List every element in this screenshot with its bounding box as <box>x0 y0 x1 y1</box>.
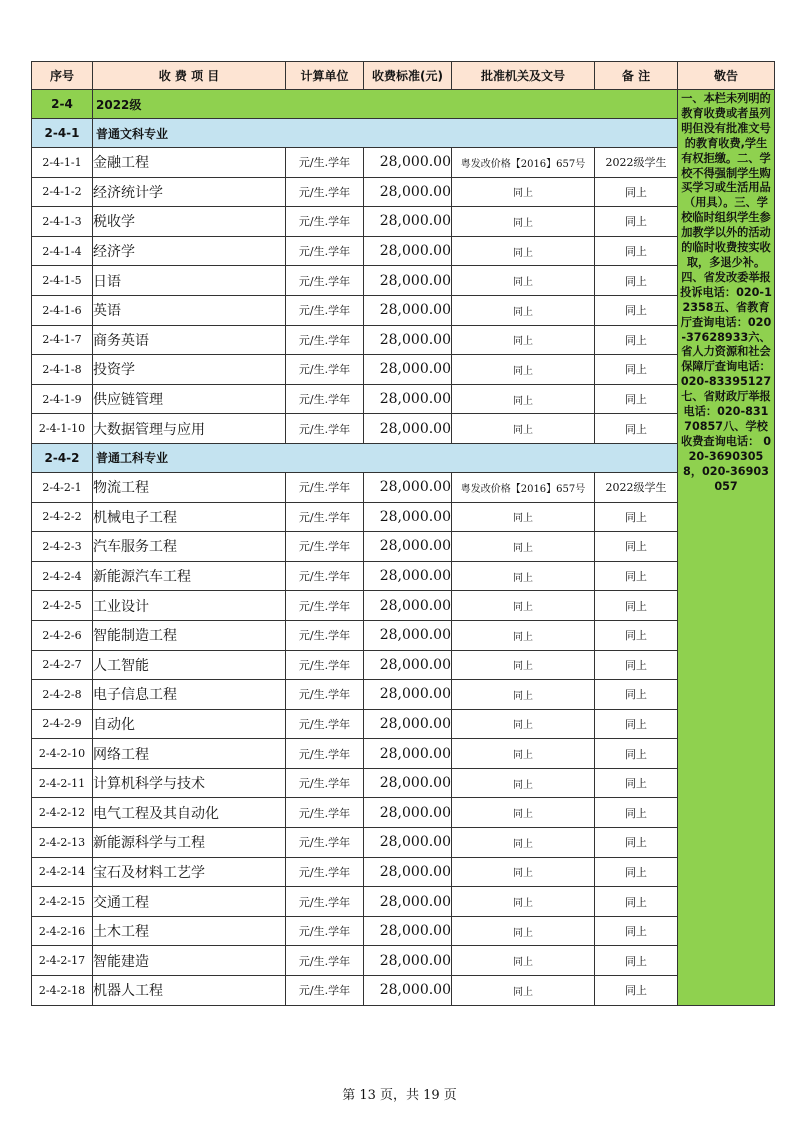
item-note: 同上 <box>595 946 678 976</box>
table-row <box>32 472 775 502</box>
item-id: 2-4-2-7 <box>32 650 93 680</box>
item-authority: 同上 <box>452 384 595 414</box>
item-authority: 同上 <box>452 798 595 828</box>
item-note: 同上 <box>595 561 678 591</box>
item-id: 2-4-2-1 <box>32 472 93 502</box>
item-authority: 同上 <box>452 266 595 296</box>
item-note: 同上 <box>595 768 678 798</box>
item-id: 2-4-2-11 <box>32 768 93 798</box>
item-unit: 元/生.学年 <box>286 798 364 828</box>
item-note: 同上 <box>595 236 678 266</box>
item-name: 人工智能 <box>93 650 286 680</box>
group-id: 2-4 <box>32 90 93 119</box>
item-fee-standard: 28,000.00 <box>364 680 452 710</box>
item-authority: 同上 <box>452 976 595 1006</box>
item-note: 同上 <box>595 620 678 650</box>
item-unit: 元/生.学年 <box>286 768 364 798</box>
item-name: 机械电子工程 <box>93 502 286 532</box>
item-authority: 同上 <box>452 946 595 976</box>
item-fee-standard: 28,000.00 <box>364 620 452 650</box>
item-name: 土木工程 <box>93 916 286 946</box>
section-name: 普通文科专业 <box>93 119 678 148</box>
item-note: 同上 <box>595 207 678 237</box>
item-unit: 元/生.学年 <box>286 916 364 946</box>
item-fee-standard: 28,000.00 <box>364 916 452 946</box>
item-authority: 同上 <box>452 177 595 207</box>
item-note: 同上 <box>595 857 678 887</box>
item-name: 新能源科学与工程 <box>93 828 286 858</box>
item-authority: 粤发改价格【2016】657号 <box>452 148 595 178</box>
item-authority: 同上 <box>452 739 595 769</box>
item-note: 同上 <box>595 325 678 355</box>
item-name: 智能建造 <box>93 946 286 976</box>
table-row <box>32 148 775 178</box>
table-row <box>32 414 775 444</box>
table-row <box>32 946 775 976</box>
group-name: 2022级 <box>93 90 678 119</box>
fee-table <box>31 61 775 1006</box>
item-unit: 元/生.学年 <box>286 650 364 680</box>
item-fee-standard: 28,000.00 <box>364 798 452 828</box>
item-id: 2-4-2-9 <box>32 709 93 739</box>
section-id: 2-4-2 <box>32 443 93 472</box>
item-name: 税收学 <box>93 207 286 237</box>
table-row <box>32 295 775 325</box>
item-id: 2-4-2-13 <box>32 828 93 858</box>
item-note: 2022级学生 <box>595 148 678 178</box>
table-row <box>32 650 775 680</box>
table-row <box>32 325 775 355</box>
table-row <box>32 857 775 887</box>
item-id: 2-4-1-9 <box>32 384 93 414</box>
page-footer <box>0 1084 799 1103</box>
item-unit: 元/生.学年 <box>286 620 364 650</box>
item-unit: 元/生.学年 <box>286 207 364 237</box>
item-name: 经济统计学 <box>93 177 286 207</box>
table-row <box>32 532 775 562</box>
notice-cell <box>678 90 775 1006</box>
table-row <box>32 768 775 798</box>
table-row <box>32 561 775 591</box>
item-authority: 同上 <box>452 532 595 562</box>
table-row <box>32 680 775 710</box>
item-name: 商务英语 <box>93 325 286 355</box>
item-fee-standard: 28,000.00 <box>364 295 452 325</box>
item-fee-standard: 28,000.00 <box>364 236 452 266</box>
table-row <box>32 916 775 946</box>
item-id: 2-4-1-6 <box>32 295 93 325</box>
item-note: 同上 <box>595 384 678 414</box>
item-id: 2-4-2-18 <box>32 976 93 1006</box>
item-unit: 元/生.学年 <box>286 561 364 591</box>
header-unit: 计算单位 <box>286 62 364 90</box>
item-fee-standard: 28,000.00 <box>364 177 452 207</box>
item-fee-standard: 28,000.00 <box>364 532 452 562</box>
item-note: 同上 <box>595 502 678 532</box>
section-row <box>32 119 775 148</box>
item-id: 2-4-2-17 <box>32 946 93 976</box>
item-id: 2-4-2-16 <box>32 916 93 946</box>
item-fee-standard: 28,000.00 <box>364 650 452 680</box>
item-fee-standard: 28,000.00 <box>364 857 452 887</box>
item-unit: 元/生.学年 <box>286 591 364 621</box>
item-id: 2-4-1-5 <box>32 266 93 296</box>
item-name: 电子信息工程 <box>93 680 286 710</box>
item-name: 经济学 <box>93 236 286 266</box>
item-fee-standard: 28,000.00 <box>364 325 452 355</box>
item-fee-standard: 28,000.00 <box>364 502 452 532</box>
item-name: 交通工程 <box>93 887 286 917</box>
item-authority: 同上 <box>452 414 595 444</box>
item-name: 汽车服务工程 <box>93 532 286 562</box>
item-authority: 同上 <box>452 325 595 355</box>
item-unit: 元/生.学年 <box>286 887 364 917</box>
item-unit: 元/生.学年 <box>286 946 364 976</box>
table-row <box>32 739 775 769</box>
header-note: 备 注 <box>595 62 678 90</box>
item-authority: 同上 <box>452 650 595 680</box>
table-row <box>32 177 775 207</box>
item-unit: 元/生.学年 <box>286 384 364 414</box>
item-unit: 元/生.学年 <box>286 266 364 296</box>
item-name: 供应链管理 <box>93 384 286 414</box>
table-row <box>32 207 775 237</box>
item-id: 2-4-2-2 <box>32 502 93 532</box>
item-name: 智能制造工程 <box>93 620 286 650</box>
item-id: 2-4-2-10 <box>32 739 93 769</box>
item-name: 投资学 <box>93 355 286 385</box>
item-authority: 同上 <box>452 502 595 532</box>
item-unit: 元/生.学年 <box>286 148 364 178</box>
item-id: 2-4-1-1 <box>32 148 93 178</box>
item-id: 2-4-1-10 <box>32 414 93 444</box>
item-id: 2-4-2-14 <box>32 857 93 887</box>
item-note: 同上 <box>595 295 678 325</box>
item-id: 2-4-2-15 <box>32 887 93 917</box>
item-fee-standard: 28,000.00 <box>364 355 452 385</box>
item-note: 同上 <box>595 414 678 444</box>
item-name: 金融工程 <box>93 148 286 178</box>
header-authority: 批准机关及文号 <box>452 62 595 90</box>
header-standard: 收费标准(元) <box>364 62 452 90</box>
item-id: 2-4-1-7 <box>32 325 93 355</box>
table-row <box>32 828 775 858</box>
item-authority: 粤发改价格【2016】657号 <box>452 472 595 502</box>
item-authority: 同上 <box>452 355 595 385</box>
item-note: 同上 <box>595 709 678 739</box>
item-name: 日语 <box>93 266 286 296</box>
item-id: 2-4-2-8 <box>32 680 93 710</box>
item-fee-standard: 28,000.00 <box>364 946 452 976</box>
item-unit: 元/生.学年 <box>286 857 364 887</box>
item-fee-standard: 28,000.00 <box>364 828 452 858</box>
item-fee-standard: 28,000.00 <box>364 976 452 1006</box>
item-id: 2-4-1-4 <box>32 236 93 266</box>
header-notice: 敬告 <box>678 62 775 90</box>
item-name: 工业设计 <box>93 591 286 621</box>
section-row <box>32 443 775 472</box>
table-row <box>32 620 775 650</box>
item-note: 同上 <box>595 266 678 296</box>
table-row <box>32 266 775 296</box>
item-fee-standard: 28,000.00 <box>364 591 452 621</box>
item-authority: 同上 <box>452 295 595 325</box>
table-row <box>32 236 775 266</box>
table-row <box>32 798 775 828</box>
item-id: 2-4-1-3 <box>32 207 93 237</box>
item-fee-standard: 28,000.00 <box>364 207 452 237</box>
item-fee-standard: 28,000.00 <box>364 414 452 444</box>
item-fee-standard: 28,000.00 <box>364 266 452 296</box>
table-row <box>32 591 775 621</box>
item-authority: 同上 <box>452 709 595 739</box>
item-unit: 元/生.学年 <box>286 680 364 710</box>
item-authority: 同上 <box>452 857 595 887</box>
item-unit: 元/生.学年 <box>286 295 364 325</box>
item-unit: 元/生.学年 <box>286 532 364 562</box>
item-authority: 同上 <box>452 561 595 591</box>
item-note: 同上 <box>595 828 678 858</box>
section-id: 2-4-1 <box>32 119 93 148</box>
item-fee-standard: 28,000.00 <box>364 768 452 798</box>
item-id: 2-4-2-4 <box>32 561 93 591</box>
item-id: 2-4-2-6 <box>32 620 93 650</box>
item-authority: 同上 <box>452 887 595 917</box>
item-note: 同上 <box>595 887 678 917</box>
table-row <box>32 384 775 414</box>
table-row <box>32 502 775 532</box>
item-note: 同上 <box>595 739 678 769</box>
table-row <box>32 709 775 739</box>
item-name: 机器人工程 <box>93 976 286 1006</box>
item-note: 同上 <box>595 916 678 946</box>
item-name: 物流工程 <box>93 472 286 502</box>
item-name: 电气工程及其自动化 <box>93 798 286 828</box>
item-authority: 同上 <box>452 591 595 621</box>
item-fee-standard: 28,000.00 <box>364 739 452 769</box>
item-id: 2-4-2-5 <box>32 591 93 621</box>
item-unit: 元/生.学年 <box>286 325 364 355</box>
item-name: 英语 <box>93 295 286 325</box>
table-row <box>32 887 775 917</box>
item-note: 同上 <box>595 650 678 680</box>
item-name: 宝石及材料工艺学 <box>93 857 286 887</box>
item-id: 2-4-2-12 <box>32 798 93 828</box>
item-unit: 元/生.学年 <box>286 177 364 207</box>
item-name: 自动化 <box>93 709 286 739</box>
item-fee-standard: 28,000.00 <box>364 561 452 591</box>
table-header-row <box>32 62 775 90</box>
item-id: 2-4-1-8 <box>32 355 93 385</box>
item-note: 同上 <box>595 591 678 621</box>
item-note: 同上 <box>595 532 678 562</box>
item-note: 同上 <box>595 976 678 1006</box>
item-authority: 同上 <box>452 680 595 710</box>
item-unit: 元/生.学年 <box>286 355 364 385</box>
header-item: 收 费 项 目 <box>93 62 286 90</box>
item-fee-standard: 28,000.00 <box>364 472 452 502</box>
group-row <box>32 90 775 119</box>
item-note: 同上 <box>595 798 678 828</box>
item-fee-standard: 28,000.00 <box>364 887 452 917</box>
table-row <box>32 976 775 1006</box>
item-authority: 同上 <box>452 768 595 798</box>
table-row <box>32 355 775 385</box>
item-authority: 同上 <box>452 828 595 858</box>
item-unit: 元/生.学年 <box>286 739 364 769</box>
item-note: 同上 <box>595 680 678 710</box>
item-note: 同上 <box>595 355 678 385</box>
item-unit: 元/生.学年 <box>286 414 364 444</box>
item-unit: 元/生.学年 <box>286 976 364 1006</box>
item-authority: 同上 <box>452 236 595 266</box>
item-id: 2-4-1-2 <box>32 177 93 207</box>
item-fee-standard: 28,000.00 <box>364 709 452 739</box>
item-name: 计算机科学与技术 <box>93 768 286 798</box>
item-id: 2-4-2-3 <box>32 532 93 562</box>
header-id: 序号 <box>32 62 93 90</box>
item-unit: 元/生.学年 <box>286 472 364 502</box>
item-note: 同上 <box>595 177 678 207</box>
item-note: 2022级学生 <box>595 472 678 502</box>
item-fee-standard: 28,000.00 <box>364 384 452 414</box>
item-unit: 元/生.学年 <box>286 236 364 266</box>
page-number: 第 13 页，共 19 页 <box>342 1088 457 1103</box>
item-authority: 同上 <box>452 207 595 237</box>
notice-text: 一、本栏未列明的教育收费或者虽列明但没有批准文号的教育收费,学生有权拒缴。二、学校不得强制学生购买学习或生活用品（用具）。三、学校临时组织学生参加教学以外的活动的临时收费按实收取，多退少补。四、省发改委举报投诉电话：020-12358五、省教育厅查询电话：020-37628933六、省人力资源和社会保障厅查询电话：020-83395127七、省财政厅举报电话：020-83170857八、学校收费查询电话： 020-36903058，020-36903057 <box>680 92 772 493</box>
item-name: 新能源汽车工程 <box>93 561 286 591</box>
item-authority: 同上 <box>452 916 595 946</box>
item-name: 大数据管理与应用 <box>93 414 286 444</box>
item-unit: 元/生.学年 <box>286 502 364 532</box>
section-name: 普通工科专业 <box>93 443 678 472</box>
item-name: 网络工程 <box>93 739 286 769</box>
item-authority: 同上 <box>452 620 595 650</box>
item-unit: 元/生.学年 <box>286 709 364 739</box>
item-unit: 元/生.学年 <box>286 828 364 858</box>
item-fee-standard: 28,000.00 <box>364 148 452 178</box>
